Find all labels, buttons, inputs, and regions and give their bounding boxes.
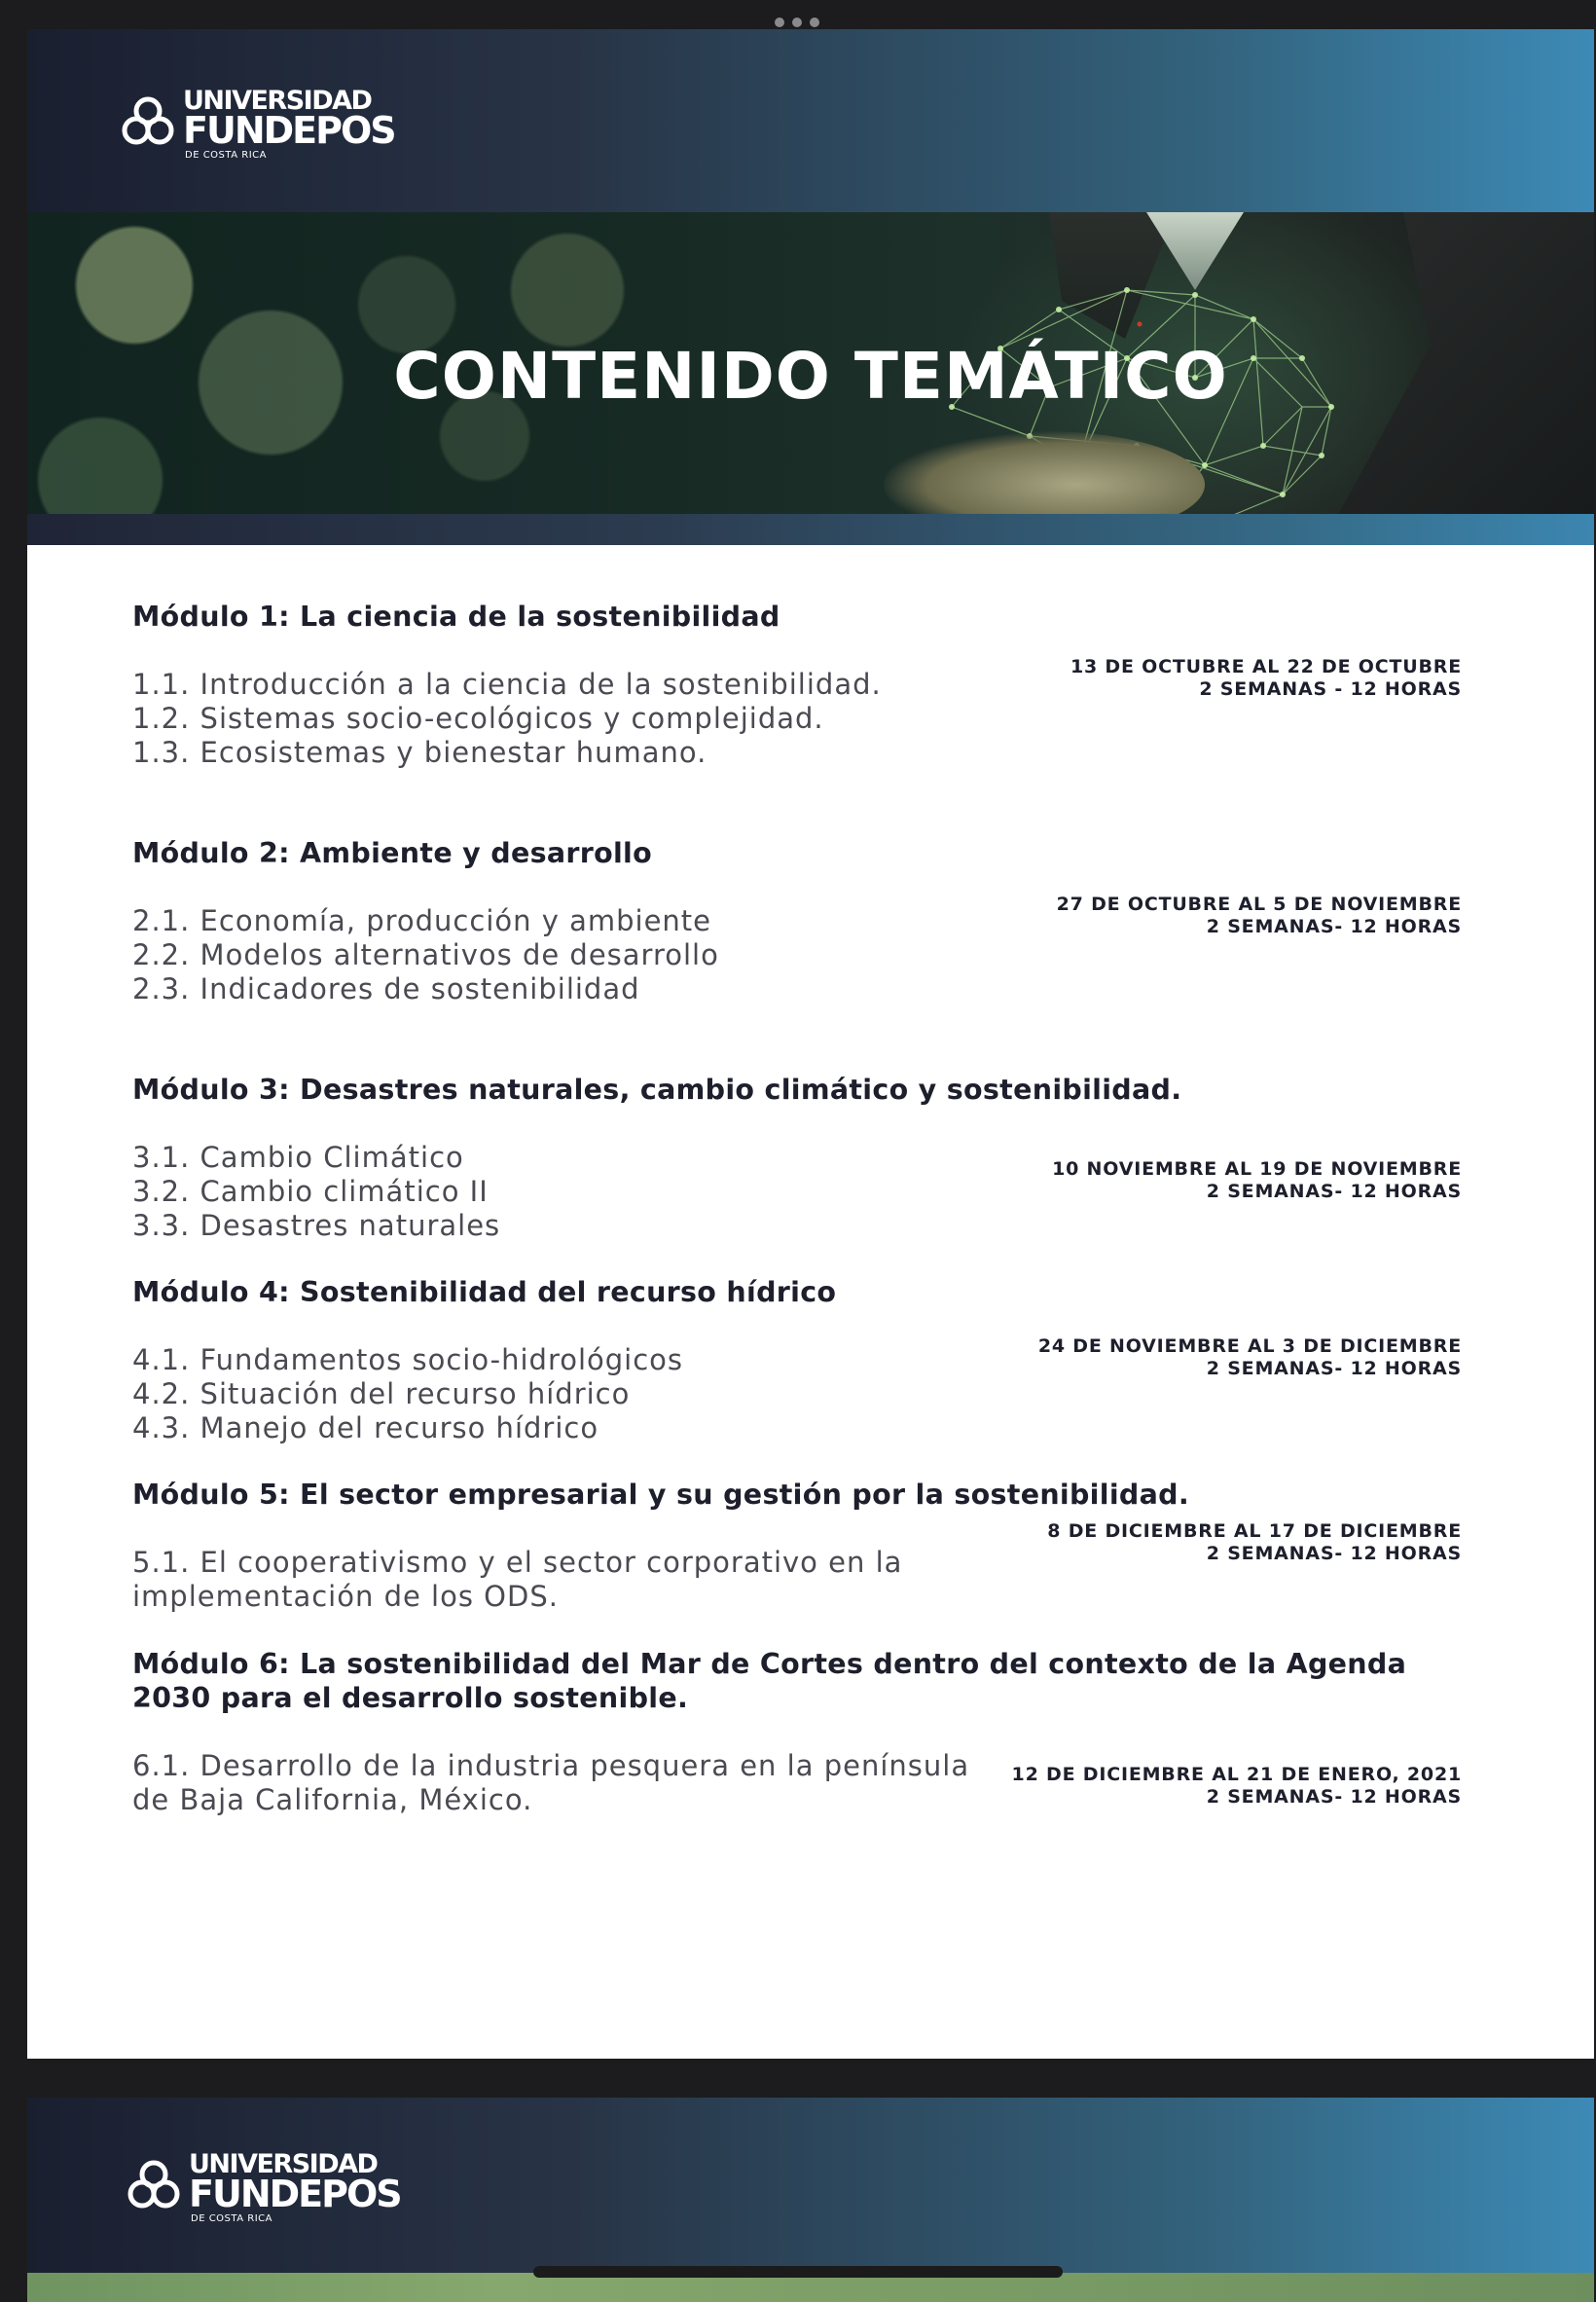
module-dates: 24 DE NOVIEMBRE AL 3 DE DICIEMBRE xyxy=(1037,1335,1462,1357)
module-topic: de Baja California, México. xyxy=(132,1783,533,1816)
page-title: CONTENIDO TEMÁTICO xyxy=(393,339,1228,414)
module-title xyxy=(132,1647,1462,1715)
module-title: Módulo 5: El sector empresarial y su gestión por la sostenibilidad. xyxy=(132,1479,1189,1511)
module-1 xyxy=(132,600,1462,770)
module-title: Módulo 1: La ciencia de la sostenibilidad xyxy=(132,601,780,633)
logo-line-1: UNIVERSIDAD xyxy=(183,86,372,116)
module-5 xyxy=(132,1478,1462,1614)
module-duration: 2 SEMANAS- 12 HORAS xyxy=(1206,1543,1462,1564)
module-dates: 12 DE DICIEMBRE AL 21 DE ENERO, 2021 xyxy=(1011,1764,1462,1785)
hero-banner xyxy=(27,212,1594,545)
module-title-line: Módulo 6: La sostenibilidad del Mar de Cortes dentro del contexto de la Agenda xyxy=(132,1648,1407,1680)
document-page xyxy=(27,29,1594,2059)
module-title: Módulo 2: Ambiente y desarrollo xyxy=(132,837,653,869)
module-2 xyxy=(132,836,1462,1006)
module-4 xyxy=(132,1275,1462,1445)
module-schedule xyxy=(1038,1335,1462,1380)
module-schedule xyxy=(1047,1520,1462,1565)
knot-logo-icon xyxy=(123,2157,185,2219)
module-topic: 4.3. Manejo del recurso hídrico xyxy=(132,1411,599,1444)
knot-logo-icon xyxy=(117,93,179,156)
module-topic: 1.3. Ecosistemas y bienestar humano. xyxy=(132,736,707,769)
more-options-icon[interactable] xyxy=(775,18,819,27)
module-topic: 2.2. Modelos alternativos de desarrollo xyxy=(132,938,719,971)
module-topic: implementación de los ODS. xyxy=(132,1580,559,1613)
module-title-line: 2030 para el desarrollo sostenible. xyxy=(132,1682,689,1714)
module-dates: 27 DE OCTUBRE AL 5 DE NOVIEMBRE xyxy=(1056,894,1462,915)
university-logo xyxy=(117,88,395,161)
header-bar xyxy=(27,29,1594,212)
module-schedule xyxy=(1052,1158,1462,1203)
banner-gradient-strip xyxy=(27,514,1594,545)
module-schedule xyxy=(1057,894,1462,938)
module-schedule xyxy=(1012,1764,1462,1809)
module-topic: 4.2. Situación del recurso hídrico xyxy=(132,1377,631,1410)
module-dates: 10 NOVIEMBRE AL 19 DE NOVIEMBRE xyxy=(1052,1158,1462,1180)
header-bar xyxy=(27,2098,1594,2273)
module-dates: 13 DE OCTUBRE AL 22 DE OCTUBRE xyxy=(1070,656,1462,677)
module-topic: 3.2. Cambio climático II xyxy=(132,1175,489,1208)
module-3 xyxy=(132,1073,1462,1243)
logo-line-2: FUNDEPOS xyxy=(189,2173,401,2215)
logo-line-2: FUNDEPOS xyxy=(183,109,395,152)
module-dates: 8 DE DICIEMBRE AL 17 DE DICIEMBRE xyxy=(1047,1520,1462,1542)
module-6 xyxy=(132,1647,1462,1817)
university-logo xyxy=(123,2151,401,2224)
module-duration: 2 SEMANAS- 12 HORAS xyxy=(1206,1358,1462,1379)
module-title: Módulo 4: Sostenibilidad del recurso hídrico xyxy=(132,1276,837,1308)
module-topic: 2.3. Indicadores de sostenibilidad xyxy=(132,972,640,1005)
module-duration: 2 SEMANAS- 12 HORAS xyxy=(1206,1786,1462,1808)
module-topic: 1.1. Introducción a la ciencia de la sostenibilidad. xyxy=(132,668,882,701)
logo-line-3: DE COSTA RICA xyxy=(185,150,267,161)
module-topic: 4.1. Fundamentos socio-hidrológicos xyxy=(132,1343,684,1376)
module-duration: 2 SEMANAS - 12 HORAS xyxy=(1199,678,1462,700)
module-schedule xyxy=(1070,656,1462,701)
logo-line-3: DE COSTA RICA xyxy=(191,2213,272,2224)
logo-line-1: UNIVERSIDAD xyxy=(189,2149,378,2179)
home-indicator[interactable] xyxy=(533,2266,1063,2278)
module-duration: 2 SEMANAS- 12 HORAS xyxy=(1206,916,1462,937)
module-topic: 5.1. El cooperativismo y el sector corporativo en la xyxy=(132,1546,903,1579)
module-topic: 6.1. Desarrollo de la industria pesquera en la península xyxy=(132,1749,970,1782)
module-topic: 3.3. Desastres naturales xyxy=(132,1209,501,1242)
module-topic: 2.1. Economía, producción y ambiente xyxy=(132,904,712,937)
module-title: Módulo 3: Desastres naturales, cambio climático y sostenibilidad. xyxy=(132,1074,1182,1106)
module-topic: 1.2. Sistemas socio-ecológicos y complejidad. xyxy=(132,702,824,735)
module-topic: 3.1. Cambio Climático xyxy=(132,1141,464,1174)
module-duration: 2 SEMANAS- 12 HORAS xyxy=(1206,1181,1462,1202)
